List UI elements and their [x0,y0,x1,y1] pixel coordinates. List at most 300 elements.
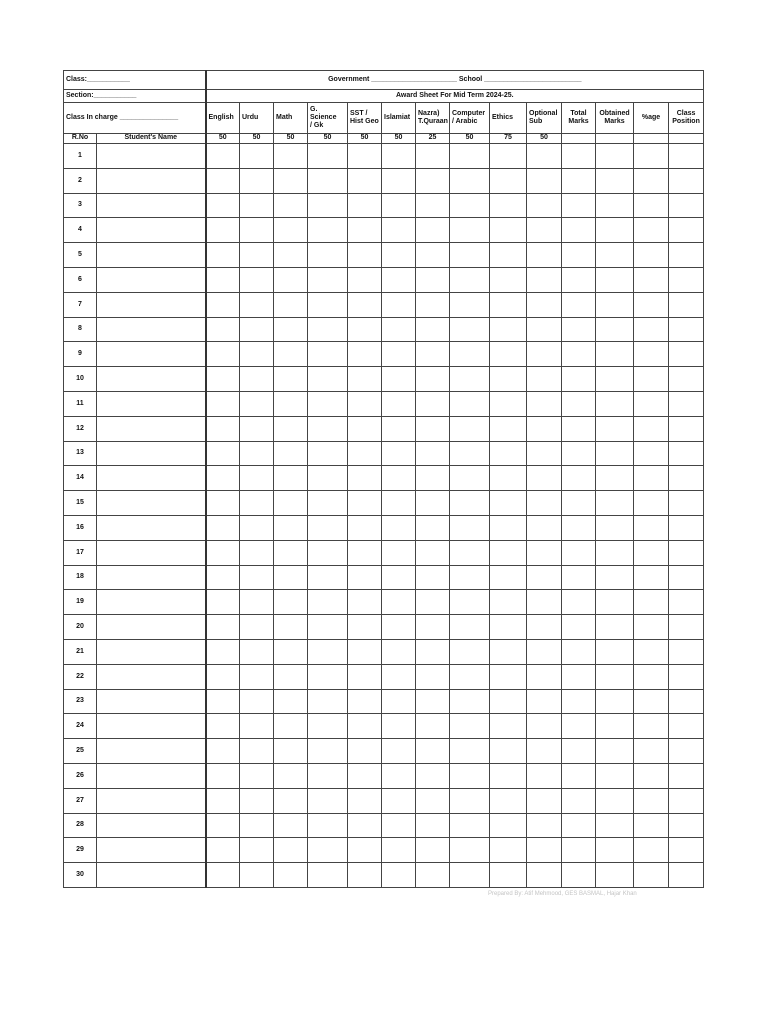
marks-cell[interactable] [634,367,669,392]
student-name-cell[interactable] [97,317,206,342]
student-name-cell[interactable] [97,466,206,491]
marks-cell[interactable] [527,788,562,813]
marks-cell[interactable] [527,689,562,714]
student-name-cell[interactable] [97,590,206,615]
marks-cell[interactable] [562,664,596,689]
marks-cell[interactable] [490,367,527,392]
marks-cell[interactable] [416,416,450,441]
marks-cell[interactable] [669,639,704,664]
marks-cell[interactable] [348,491,382,516]
marks-cell[interactable] [596,515,634,540]
marks-cell[interactable] [527,838,562,863]
marks-cell[interactable] [669,243,704,268]
marks-cell[interactable] [206,292,240,317]
marks-cell[interactable] [240,664,274,689]
marks-cell[interactable] [596,218,634,243]
marks-cell[interactable] [634,243,669,268]
marks-cell[interactable] [308,664,348,689]
marks-cell[interactable] [206,689,240,714]
marks-cell[interactable] [308,218,348,243]
marks-cell[interactable] [562,193,596,218]
marks-cell[interactable] [596,540,634,565]
student-name-cell[interactable] [97,540,206,565]
marks-cell[interactable] [240,739,274,764]
marks-cell[interactable] [527,391,562,416]
marks-cell[interactable] [669,664,704,689]
marks-cell[interactable] [634,441,669,466]
marks-cell[interactable] [206,168,240,193]
marks-cell[interactable] [206,218,240,243]
marks-cell[interactable] [450,565,490,590]
marks-cell[interactable] [416,863,450,888]
marks-cell[interactable] [416,491,450,516]
marks-cell[interactable] [240,267,274,292]
marks-cell[interactable] [382,317,416,342]
marks-cell[interactable] [634,540,669,565]
marks-cell[interactable] [596,813,634,838]
marks-cell[interactable] [274,838,308,863]
marks-cell[interactable] [206,863,240,888]
marks-cell[interactable] [450,838,490,863]
marks-cell[interactable] [274,763,308,788]
marks-cell[interactable] [527,243,562,268]
student-name-cell[interactable] [97,813,206,838]
marks-cell[interactable] [490,838,527,863]
marks-cell[interactable] [308,267,348,292]
marks-cell[interactable] [562,813,596,838]
marks-cell[interactable] [240,168,274,193]
marks-cell[interactable] [274,193,308,218]
marks-cell[interactable] [416,788,450,813]
marks-cell[interactable] [634,615,669,640]
marks-cell[interactable] [416,615,450,640]
marks-cell[interactable] [416,144,450,169]
marks-cell[interactable] [206,714,240,739]
student-name-cell[interactable] [97,863,206,888]
marks-cell[interactable] [669,367,704,392]
marks-cell[interactable] [382,714,416,739]
marks-cell[interactable] [206,590,240,615]
marks-cell[interactable] [348,317,382,342]
marks-cell[interactable] [669,218,704,243]
marks-cell[interactable] [527,739,562,764]
marks-cell[interactable] [308,342,348,367]
marks-cell[interactable] [562,763,596,788]
marks-cell[interactable] [206,515,240,540]
marks-cell[interactable] [562,367,596,392]
marks-cell[interactable] [490,292,527,317]
marks-cell[interactable] [240,416,274,441]
marks-cell[interactable] [450,639,490,664]
marks-cell[interactable] [382,441,416,466]
marks-cell[interactable] [308,714,348,739]
marks-cell[interactable] [206,615,240,640]
marks-cell[interactable] [382,615,416,640]
marks-cell[interactable] [308,689,348,714]
marks-cell[interactable] [669,540,704,565]
marks-cell[interactable] [308,540,348,565]
marks-cell[interactable] [348,292,382,317]
marks-cell[interactable] [416,763,450,788]
marks-cell[interactable] [348,193,382,218]
marks-cell[interactable] [450,144,490,169]
marks-cell[interactable] [206,739,240,764]
marks-cell[interactable] [348,689,382,714]
marks-cell[interactable] [416,639,450,664]
marks-cell[interactable] [527,565,562,590]
student-name-cell[interactable] [97,565,206,590]
marks-cell[interactable] [596,342,634,367]
marks-cell[interactable] [634,664,669,689]
marks-cell[interactable] [274,391,308,416]
marks-cell[interactable] [348,367,382,392]
marks-cell[interactable] [416,664,450,689]
marks-cell[interactable] [274,243,308,268]
marks-cell[interactable] [274,639,308,664]
marks-cell[interactable] [596,689,634,714]
marks-cell[interactable] [669,615,704,640]
marks-cell[interactable] [382,342,416,367]
marks-cell[interactable] [382,243,416,268]
marks-cell[interactable] [206,342,240,367]
marks-cell[interactable] [382,416,416,441]
marks-cell[interactable] [348,515,382,540]
marks-cell[interactable] [490,515,527,540]
marks-cell[interactable] [206,838,240,863]
marks-cell[interactable] [634,144,669,169]
marks-cell[interactable] [596,292,634,317]
marks-cell[interactable] [634,590,669,615]
marks-cell[interactable] [206,416,240,441]
marks-cell[interactable] [382,491,416,516]
marks-cell[interactable] [308,813,348,838]
marks-cell[interactable] [450,615,490,640]
marks-cell[interactable] [308,416,348,441]
marks-cell[interactable] [450,466,490,491]
marks-cell[interactable] [596,664,634,689]
marks-cell[interactable] [450,714,490,739]
marks-cell[interactable] [562,689,596,714]
marks-cell[interactable] [416,813,450,838]
marks-cell[interactable] [274,491,308,516]
marks-cell[interactable] [416,689,450,714]
marks-cell[interactable] [348,416,382,441]
marks-cell[interactable] [240,565,274,590]
marks-cell[interactable] [348,144,382,169]
marks-cell[interactable] [669,590,704,615]
marks-cell[interactable] [416,292,450,317]
marks-cell[interactable] [274,813,308,838]
marks-cell[interactable] [382,689,416,714]
student-name-cell[interactable] [97,491,206,516]
marks-cell[interactable] [634,267,669,292]
marks-cell[interactable] [527,168,562,193]
student-name-cell[interactable] [97,367,206,392]
marks-cell[interactable] [416,168,450,193]
marks-cell[interactable] [562,615,596,640]
marks-cell[interactable] [450,168,490,193]
marks-cell[interactable] [382,292,416,317]
marks-cell[interactable] [634,714,669,739]
marks-cell[interactable] [450,267,490,292]
marks-cell[interactable] [382,838,416,863]
student-name-cell[interactable] [97,342,206,367]
marks-cell[interactable] [562,342,596,367]
marks-cell[interactable] [274,615,308,640]
marks-cell[interactable] [596,391,634,416]
marks-cell[interactable] [490,218,527,243]
marks-cell[interactable] [634,491,669,516]
marks-cell[interactable] [596,838,634,863]
marks-cell[interactable] [527,416,562,441]
marks-cell[interactable] [274,565,308,590]
marks-cell[interactable] [634,788,669,813]
marks-cell[interactable] [308,763,348,788]
marks-cell[interactable] [527,813,562,838]
marks-cell[interactable] [490,863,527,888]
marks-cell[interactable] [348,540,382,565]
marks-cell[interactable] [669,193,704,218]
marks-cell[interactable] [527,714,562,739]
marks-cell[interactable] [669,515,704,540]
marks-cell[interactable] [562,391,596,416]
marks-cell[interactable] [490,243,527,268]
marks-cell[interactable] [240,639,274,664]
marks-cell[interactable] [206,193,240,218]
marks-cell[interactable] [562,292,596,317]
marks-cell[interactable] [527,144,562,169]
marks-cell[interactable] [669,168,704,193]
marks-cell[interactable] [274,367,308,392]
marks-cell[interactable] [634,193,669,218]
marks-cell[interactable] [562,168,596,193]
marks-cell[interactable] [490,342,527,367]
marks-cell[interactable] [634,739,669,764]
marks-cell[interactable] [562,317,596,342]
marks-cell[interactable] [527,193,562,218]
marks-cell[interactable] [308,292,348,317]
marks-cell[interactable] [490,193,527,218]
marks-cell[interactable] [669,739,704,764]
marks-cell[interactable] [450,763,490,788]
marks-cell[interactable] [274,664,308,689]
student-name-cell[interactable] [97,441,206,466]
marks-cell[interactable] [562,491,596,516]
marks-cell[interactable] [308,590,348,615]
marks-cell[interactable] [450,863,490,888]
marks-cell[interactable] [416,540,450,565]
marks-cell[interactable] [240,144,274,169]
marks-cell[interactable] [240,863,274,888]
marks-cell[interactable] [490,267,527,292]
student-name-cell[interactable] [97,243,206,268]
marks-cell[interactable] [634,391,669,416]
marks-cell[interactable] [669,144,704,169]
marks-cell[interactable] [416,515,450,540]
marks-cell[interactable] [416,714,450,739]
marks-cell[interactable] [450,391,490,416]
marks-cell[interactable] [416,342,450,367]
marks-cell[interactable] [206,664,240,689]
marks-cell[interactable] [274,739,308,764]
marks-cell[interactable] [382,218,416,243]
student-name-cell[interactable] [97,763,206,788]
marks-cell[interactable] [382,788,416,813]
student-name-cell[interactable] [97,664,206,689]
student-name-cell[interactable] [97,714,206,739]
marks-cell[interactable] [669,491,704,516]
marks-cell[interactable] [274,342,308,367]
marks-cell[interactable] [450,367,490,392]
marks-cell[interactable] [206,491,240,516]
marks-cell[interactable] [206,565,240,590]
marks-cell[interactable] [308,565,348,590]
marks-cell[interactable] [240,838,274,863]
marks-cell[interactable] [416,193,450,218]
marks-cell[interactable] [240,615,274,640]
marks-cell[interactable] [348,168,382,193]
marks-cell[interactable] [634,317,669,342]
marks-cell[interactable] [450,689,490,714]
marks-cell[interactable] [490,491,527,516]
marks-cell[interactable] [274,689,308,714]
student-name-cell[interactable] [97,267,206,292]
marks-cell[interactable] [562,515,596,540]
student-name-cell[interactable] [97,615,206,640]
marks-cell[interactable] [348,788,382,813]
marks-cell[interactable] [348,664,382,689]
marks-cell[interactable] [206,267,240,292]
marks-cell[interactable] [382,565,416,590]
student-name-cell[interactable] [97,739,206,764]
marks-cell[interactable] [382,664,416,689]
marks-cell[interactable] [348,243,382,268]
marks-cell[interactable] [527,763,562,788]
marks-cell[interactable] [348,466,382,491]
marks-cell[interactable] [490,144,527,169]
marks-cell[interactable] [308,515,348,540]
marks-cell[interactable] [450,193,490,218]
student-name-cell[interactable] [97,218,206,243]
marks-cell[interactable] [527,466,562,491]
marks-cell[interactable] [348,838,382,863]
marks-cell[interactable] [490,813,527,838]
marks-cell[interactable] [669,863,704,888]
marks-cell[interactable] [308,491,348,516]
marks-cell[interactable] [669,342,704,367]
marks-cell[interactable] [596,565,634,590]
marks-cell[interactable] [348,739,382,764]
marks-cell[interactable] [490,639,527,664]
marks-cell[interactable] [206,391,240,416]
marks-cell[interactable] [450,540,490,565]
marks-cell[interactable] [206,813,240,838]
marks-cell[interactable] [596,763,634,788]
marks-cell[interactable] [206,441,240,466]
marks-cell[interactable] [450,788,490,813]
marks-cell[interactable] [562,590,596,615]
marks-cell[interactable] [240,243,274,268]
marks-cell[interactable] [450,491,490,516]
marks-cell[interactable] [382,267,416,292]
marks-cell[interactable] [274,317,308,342]
marks-cell[interactable] [490,714,527,739]
marks-cell[interactable] [527,515,562,540]
marks-cell[interactable] [490,763,527,788]
marks-cell[interactable] [527,664,562,689]
marks-cell[interactable] [527,863,562,888]
marks-cell[interactable] [308,243,348,268]
marks-cell[interactable] [450,739,490,764]
marks-cell[interactable] [240,391,274,416]
marks-cell[interactable] [274,441,308,466]
marks-cell[interactable] [382,813,416,838]
marks-cell[interactable] [382,193,416,218]
marks-cell[interactable] [274,168,308,193]
marks-cell[interactable] [274,267,308,292]
marks-cell[interactable] [490,590,527,615]
marks-cell[interactable] [274,292,308,317]
marks-cell[interactable] [308,317,348,342]
marks-cell[interactable] [382,590,416,615]
marks-cell[interactable] [527,615,562,640]
marks-cell[interactable] [240,813,274,838]
marks-cell[interactable] [206,540,240,565]
student-name-cell[interactable] [97,193,206,218]
marks-cell[interactable] [596,639,634,664]
marks-cell[interactable] [416,466,450,491]
marks-cell[interactable] [527,342,562,367]
student-name-cell[interactable] [97,689,206,714]
marks-cell[interactable] [382,515,416,540]
marks-cell[interactable] [382,391,416,416]
marks-cell[interactable] [490,168,527,193]
marks-cell[interactable] [348,863,382,888]
marks-cell[interactable] [416,367,450,392]
marks-cell[interactable] [206,639,240,664]
marks-cell[interactable] [206,788,240,813]
marks-cell[interactable] [527,639,562,664]
marks-cell[interactable] [562,218,596,243]
marks-cell[interactable] [596,441,634,466]
marks-cell[interactable] [240,788,274,813]
marks-cell[interactable] [634,416,669,441]
marks-cell[interactable] [348,813,382,838]
marks-cell[interactable] [634,639,669,664]
student-name-cell[interactable] [97,788,206,813]
marks-cell[interactable] [527,491,562,516]
marks-cell[interactable] [206,763,240,788]
marks-cell[interactable] [382,367,416,392]
marks-cell[interactable] [669,763,704,788]
marks-cell[interactable] [308,441,348,466]
marks-cell[interactable] [562,243,596,268]
marks-cell[interactable] [490,391,527,416]
marks-cell[interactable] [416,218,450,243]
marks-cell[interactable] [416,267,450,292]
student-name-cell[interactable] [97,391,206,416]
marks-cell[interactable] [206,466,240,491]
marks-cell[interactable] [240,466,274,491]
marks-cell[interactable] [634,292,669,317]
marks-cell[interactable] [274,416,308,441]
marks-cell[interactable] [416,243,450,268]
marks-cell[interactable] [596,144,634,169]
marks-cell[interactable] [308,367,348,392]
marks-cell[interactable] [206,243,240,268]
marks-cell[interactable] [240,317,274,342]
marks-cell[interactable] [562,144,596,169]
